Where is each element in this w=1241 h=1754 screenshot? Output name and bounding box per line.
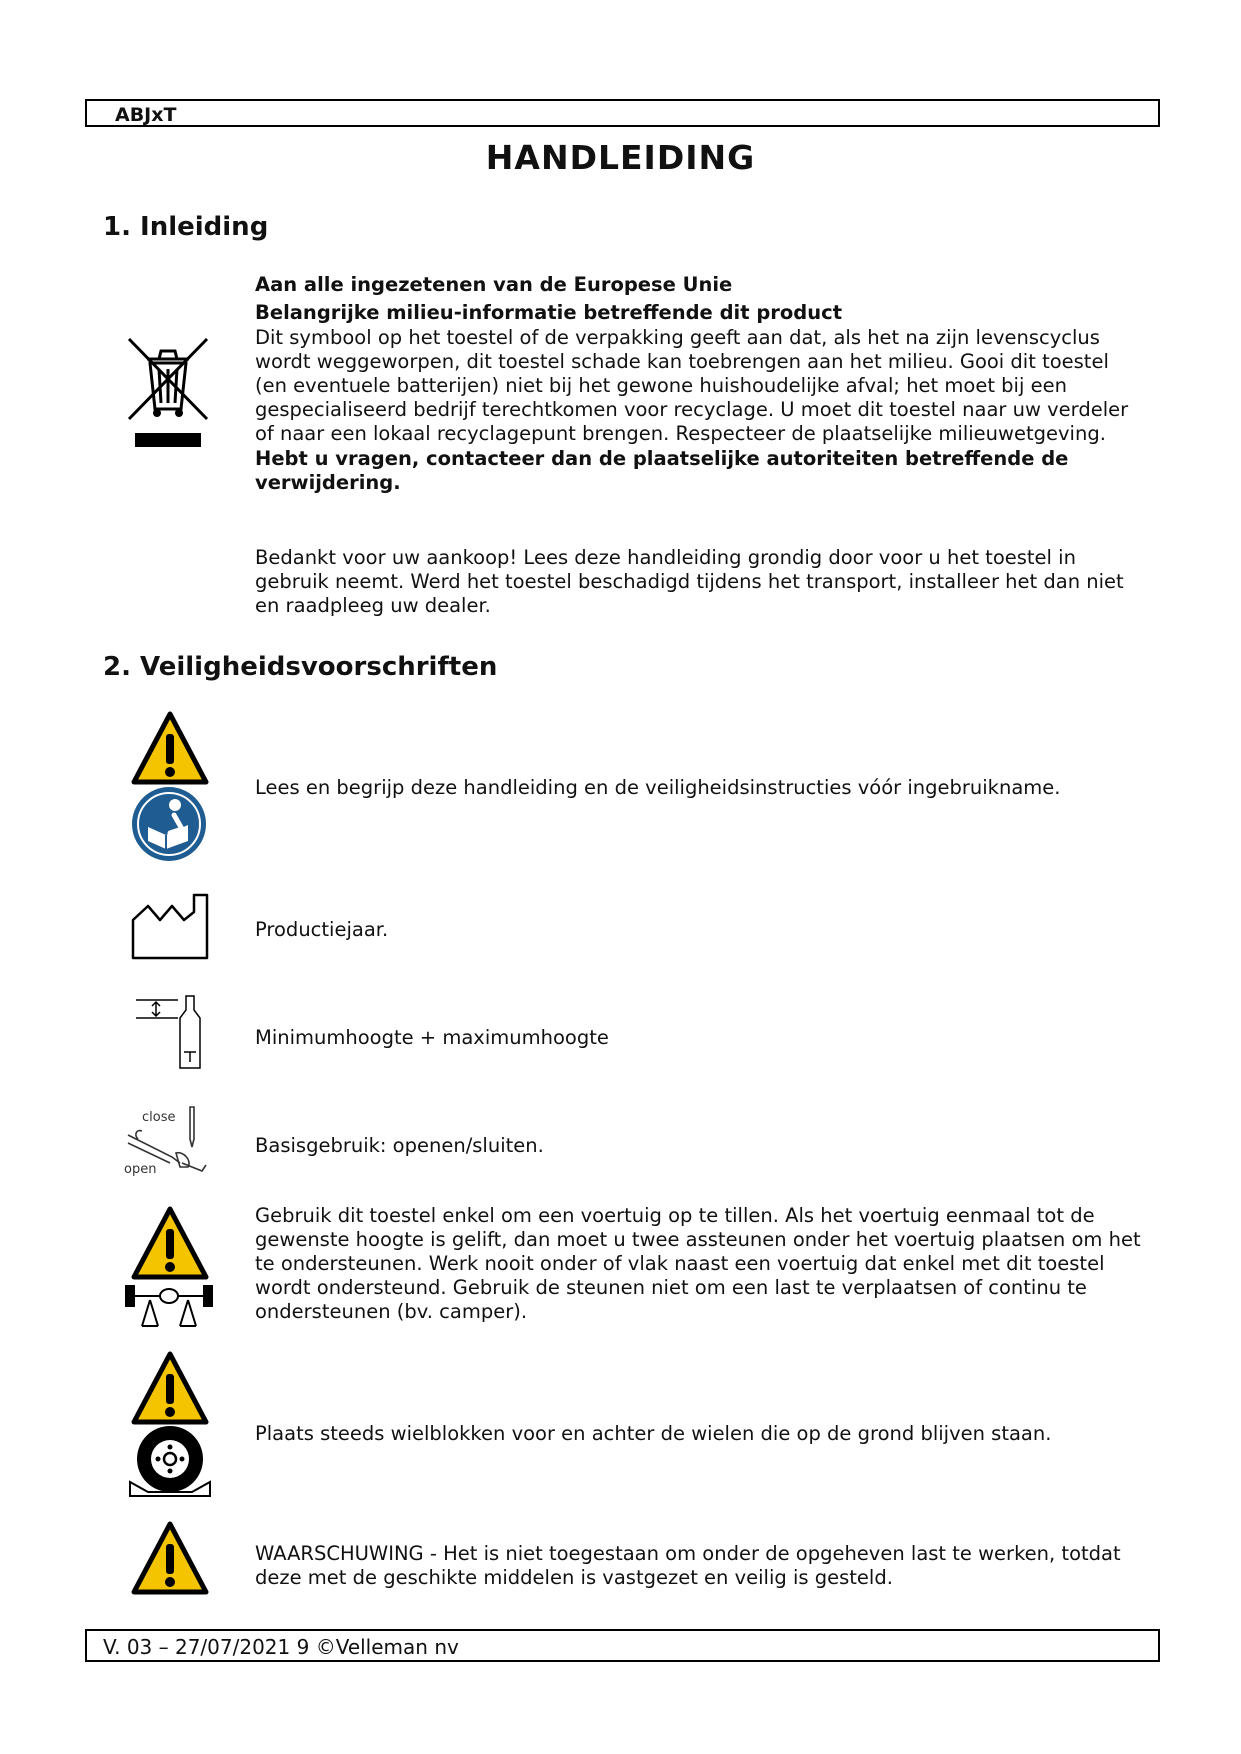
footer-version-page-copyright: V. 03 – 27/07/2021 9 ©Velleman nv (103, 1635, 459, 1659)
page-header (85, 99, 1160, 127)
section-1-heading: 1. Inleiding (103, 212, 269, 242)
thanks-paragraph: Bedankt voor uw aankoop! Lees deze handleiding grondig door voor u het toestel in gebruik neemt. Werd het toestel beschadigd tijdens het transport, installeer het dan niet en raadpleeg uw dealer. (255, 546, 1124, 617)
product-code: ABJxT (115, 104, 177, 126)
page-footer (85, 1629, 1160, 1662)
open-label: open (124, 1162, 157, 1177)
warning-icon (130, 1350, 210, 1428)
warning-icon (130, 710, 210, 788)
safety-item-3-text: Minimumhoogte + maximumhoogte (255, 1026, 609, 1049)
read-manual-icon (130, 785, 208, 863)
weee-body: Dit symbool op het toestel of de verpakking geeft aan dat, als het na zijn levenscyclus wordt weggeworpen, dit toestel schade kan toebrengen aan het milieu. Gooi dit toestel (en eventuele batterijen) niet bij het gewone huishoudelijke afval; het moet bij een gespecialiseerd bedrijf terechtkomen voor recyclage. U moet dit toestel naar uw verdeler of naar een lokaal recyclagepunt brengen. Respecteer de plaatselijke milieuwetgeving. (255, 326, 1129, 445)
close-label: close (142, 1110, 176, 1125)
safety-item-2-text: Productiejaar. (255, 918, 389, 941)
warning-icon (130, 1205, 210, 1283)
warning-icon (130, 1520, 210, 1598)
weee-crossed-bin-icon (125, 333, 211, 451)
safety-item-1-text: Lees en begrijp deze handleiding en de veiligheidsinstructies vóór ingebruikname. (255, 776, 1061, 799)
weee-line-1: Aan alle ingezetenen van de Europese Unie (255, 273, 733, 296)
safety-item-7-text: WAARSCHUWING - Het is niet toegestaan om onder de opgeheven last te werken, totdat deze met de geschikte middelen is vastgezet en veilig is gesteld. (255, 1542, 1121, 1589)
factory-icon (130, 892, 210, 962)
weee-notice (255, 270, 1145, 495)
weee-line-2: Belangrijke milieu-informatie betreffende dit product (255, 301, 843, 324)
section-2-heading: 2. Veiligheidsvoorschriften (103, 652, 498, 682)
weee-contact: Hebt u vragen, contacteer dan de plaatselijke autoriteiten betreffende de verwijdering. (255, 447, 1069, 494)
document-title: HANDLEIDING (485, 138, 756, 177)
wheel-chock-icon (128, 1424, 212, 1498)
safety-item-4-text: Basisgebruik: openen/sluiten. (255, 1134, 544, 1157)
min-max-height-icon (132, 992, 208, 1072)
safety-item-6-text: Plaats steeds wielblokken voor en achter de wielen die op de grond blijven staan. (255, 1422, 1052, 1445)
open-close-valve-icon (122, 1105, 214, 1179)
axle-stands-icon (124, 1282, 214, 1330)
safety-item-5-text: Gebruik dit toestel enkel om een voertuig op te tillen. Als het voertuig eenmaal tot de gewenste hoogte is gelift, dan moet u twee assteunen onder het voertuig plaatsen om het te ondersteunen. Werk nooit onder of vlak naast een voertuig dat enkel met dit toestel wordt ondersteund. Gebruik de steunen niet om een last te verplaatsen of continu te ondersteunen (bv. camper). (255, 1204, 1141, 1323)
